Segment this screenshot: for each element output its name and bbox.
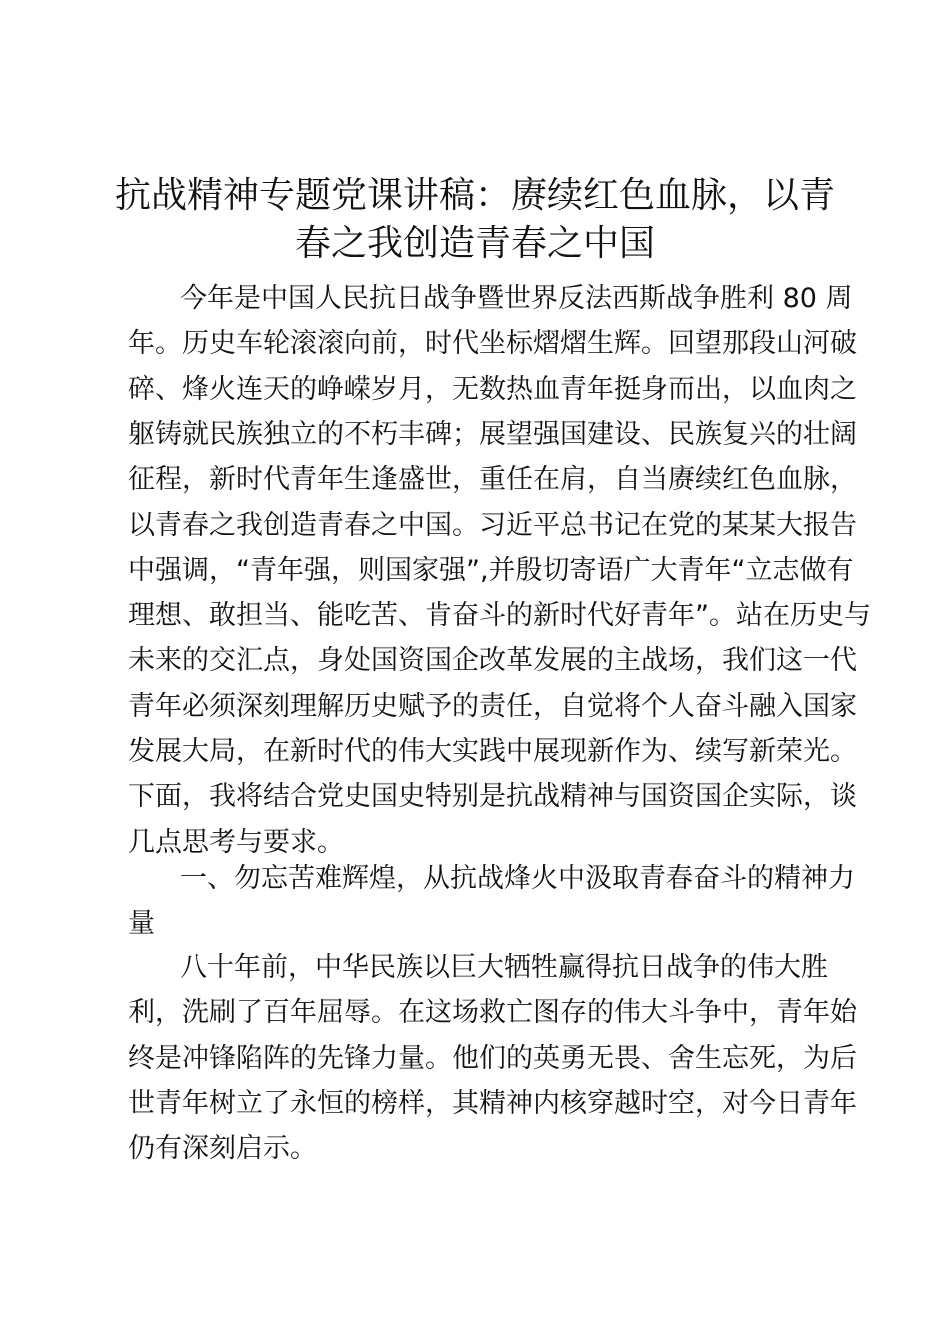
document-title-line-2: 春之我创造青春之中国 [294,223,655,264]
text-line: 终是冲锋陷阵的先锋力量。他们的英勇无畏、舍生忘死，为后 [128,1042,857,1074]
text-line: 碎、烽火连天的峥嵘岁月，无数热血青年挺身而出，以血肉之 [128,373,857,405]
text-line: 仍有深刻启示。 [128,1133,317,1165]
text-line: 未来的交汇点，身处国资国企改革发展的主战场，我们这一代 [128,645,857,677]
text-line: 利，洗刷了百年屈辱。在这场救亡图存的伟大斗争中，青年始 [128,997,857,1029]
text-line: 量 [128,908,155,940]
text-line: 今年是中国人民抗日战争暨世界反法西斯战争胜利 80 周 [180,283,853,314]
text-line: 八十年前，中华民族以巨大牺牲赢得抗日战争的伟大胜 [180,952,828,983]
text-line: 以青春之我创造青春之中国。习近平总书记在党的某某大报告 [128,509,857,541]
text-line: 理想、敢担当、能吃苦、肯奋斗的新时代好青年”。站在历史与 [128,600,871,632]
text-line: 世青年树立了永恒的榜样，其精神内核穿越时空，对今日青年 [128,1087,857,1119]
document-title-line-1: 抗战精神专题党课讲稿：赓续红色血脉，以青 [114,175,835,216]
text-line: 年。历史车轮滚滚向前，时代坐标熠熠生辉。回望那段山河破 [128,328,857,360]
text-line: 几点思考与要求。 [128,826,344,858]
text-line: 下面，我将结合党史国史特别是抗战精神与国资国企实际，谈 [128,781,857,813]
text-line: 躯铸就民族独立的不朽丰碑；展望强国建设、民族复兴的壮阔 [128,418,857,450]
text-line: 中强调，“青年强，则国家强”,并殷切寄语广大青年“立志做有 [128,554,854,586]
text-line: 一、勿忘苦难辉煌，从抗战烽火中汲取青春奋斗的精神力 [180,863,855,894]
text-line: 征程，新时代青年生逢盛世，重任在肩，自当赓续红色血脉， [128,464,857,496]
text-line: 发展大局，在新时代的伟大实践中展现新作为、续写新荣光。 [128,736,857,767]
text-line: 青年必须深刻理解历史赋予的责任，自觉将个人奋斗融入国家 [128,690,857,722]
